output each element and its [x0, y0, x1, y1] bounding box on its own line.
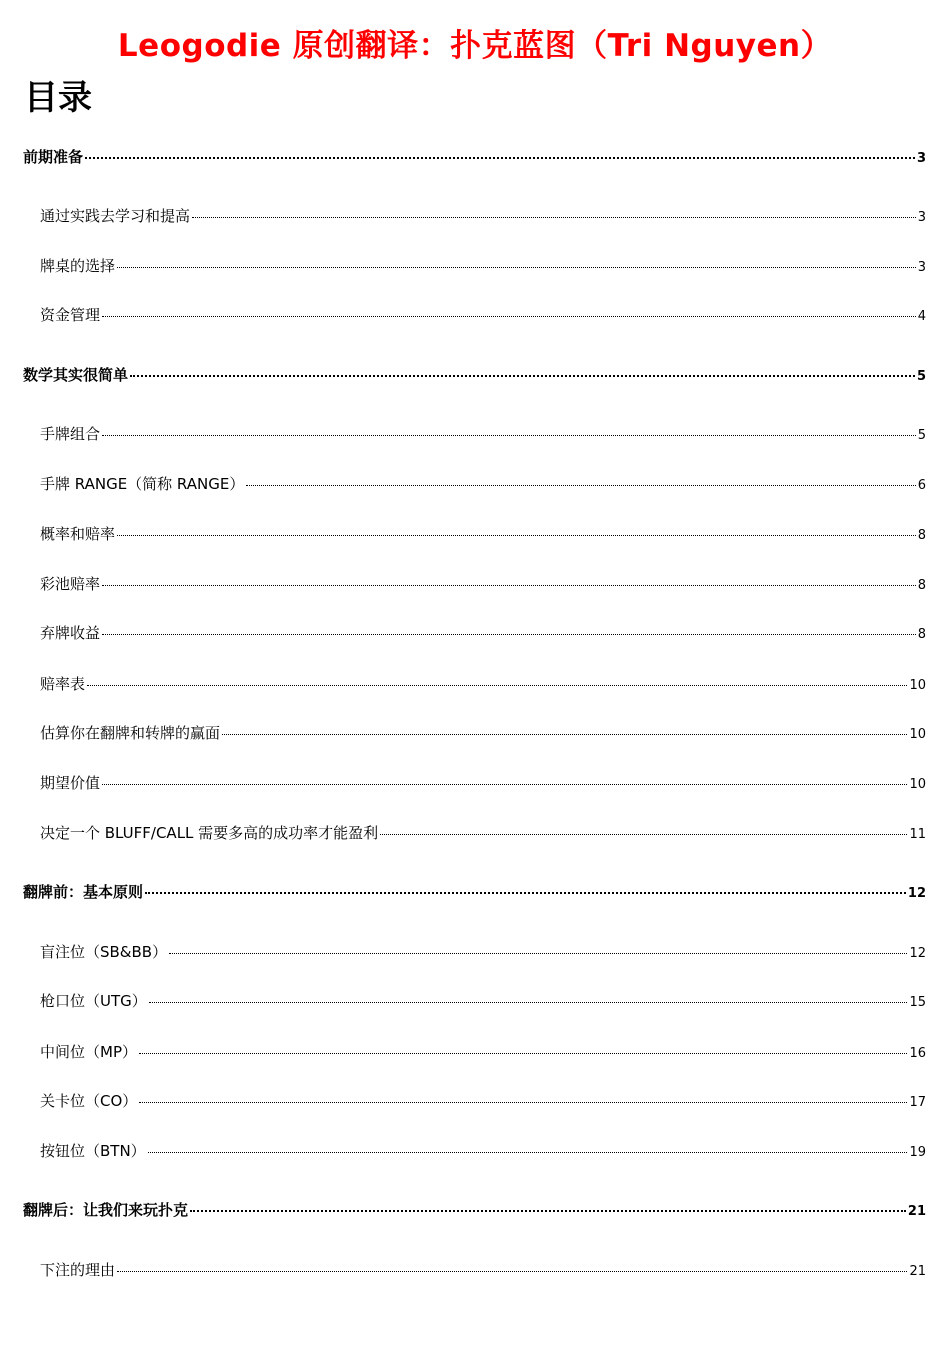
- toc-entry[interactable]: [40, 423, 926, 445]
- toc-entry-page: 4: [917, 309, 926, 324]
- toc-entry-page: 10: [909, 678, 926, 693]
- toc-entry-page: 19: [909, 1145, 926, 1160]
- toc-entry-page: 3: [916, 151, 926, 166]
- dot-leader: [117, 535, 916, 536]
- toc-entry[interactable]: [40, 523, 926, 545]
- toc-entry[interactable]: [40, 1140, 926, 1162]
- toc-entry[interactable]: [40, 622, 926, 644]
- dot-leader: [102, 585, 916, 586]
- dot-leader: [192, 217, 916, 218]
- toc-entry-page: 8: [917, 627, 926, 642]
- toc-entry-page: 10: [909, 777, 926, 792]
- dot-leader: [148, 1152, 908, 1153]
- dot-leader: [117, 1271, 907, 1272]
- toc-entry-label: 资金管理: [40, 306, 101, 324]
- toc-entry-page: 5: [916, 369, 926, 384]
- dot-leader: [380, 834, 907, 835]
- dot-leader: [139, 1102, 907, 1103]
- toc-entry-page: 17: [909, 1095, 926, 1110]
- toc-heading: 目录: [24, 78, 92, 118]
- toc-entry-page: 12: [909, 946, 926, 961]
- toc-entry-page: 11: [909, 827, 926, 842]
- toc-entry-page: 12: [907, 886, 926, 901]
- toc-entry-label: 牌桌的选择: [40, 257, 116, 275]
- dot-leader: [102, 784, 907, 785]
- toc-entry[interactable]: [40, 772, 926, 794]
- toc-entry[interactable]: [40, 573, 926, 595]
- toc-entry-label: 估算你在翻牌和转牌的赢面: [40, 724, 221, 742]
- toc-entry-label: 盲注位（SB&BB）: [40, 943, 168, 961]
- dot-leader: [130, 375, 915, 377]
- dot-leader: [117, 267, 916, 268]
- toc-entry-label: 下注的理由: [40, 1261, 116, 1279]
- toc-entry-page: 21: [907, 1204, 926, 1219]
- toc-entry[interactable]: [40, 473, 926, 495]
- dot-leader: [139, 1053, 907, 1054]
- dot-leader: [87, 685, 907, 686]
- dot-leader: [149, 1002, 908, 1003]
- dot-leader: [246, 485, 915, 486]
- toc-entry[interactable]: [23, 146, 926, 168]
- toc-entry[interactable]: [40, 1090, 926, 1112]
- toc-entry-page: 6: [917, 478, 926, 493]
- toc-entry-label: 彩池赔率: [40, 575, 101, 593]
- toc-entry-label: 中间位（MP）: [40, 1043, 137, 1061]
- toc-entry-label: 手牌组合: [40, 425, 101, 443]
- toc-entry[interactable]: [40, 673, 926, 695]
- toc-entry[interactable]: [40, 941, 926, 963]
- toc-entry-label: 决定一个 BLUFF/CALL 需要多高的成功率才能盈利: [40, 824, 379, 842]
- dot-leader: [169, 953, 907, 954]
- toc-entry-label: 赔率表: [40, 675, 86, 693]
- toc-entry-page: 10: [909, 727, 926, 742]
- toc-entry-label: 枪口位（UTG）: [40, 992, 147, 1010]
- toc-entry[interactable]: [40, 722, 926, 744]
- dot-leader: [85, 157, 915, 159]
- toc-entry[interactable]: [40, 1259, 926, 1281]
- toc-entry-page: 8: [917, 578, 926, 593]
- toc-entry[interactable]: [40, 1041, 926, 1063]
- toc-entry[interactable]: [23, 1199, 926, 1221]
- toc-entry[interactable]: [40, 255, 926, 277]
- toc-entry-page: 3: [917, 210, 926, 225]
- toc-entry-label: 弃牌收益: [40, 624, 101, 642]
- toc-entry[interactable]: [40, 304, 926, 326]
- toc-entry[interactable]: [40, 205, 926, 227]
- toc-entry-label: 翻牌前：基本原则: [23, 883, 144, 901]
- toc-entry-label: 按钮位（BTN）: [40, 1142, 146, 1160]
- toc-entry-label: 数学其实很简单: [23, 366, 129, 384]
- toc-entry-page: 8: [917, 528, 926, 543]
- toc-entry-label: 关卡位（CO）: [40, 1092, 138, 1110]
- dot-leader: [102, 634, 916, 635]
- document-title: Leogodie 原创翻译：扑克蓝图（Tri Nguyen）: [117, 28, 833, 64]
- toc-entry-label: 翻牌后：让我们来玩扑克: [23, 1201, 189, 1219]
- dot-leader: [190, 1210, 906, 1212]
- toc-entry-label: 前期准备: [23, 148, 84, 166]
- toc-entry[interactable]: [23, 364, 926, 386]
- toc-entry-page: 21: [909, 1264, 926, 1279]
- toc-entry-label: 通过实践去学习和提高: [40, 207, 191, 225]
- dot-leader: [222, 734, 907, 735]
- toc-entry[interactable]: [40, 990, 926, 1012]
- toc-entry[interactable]: [23, 881, 926, 903]
- toc-entry-page: 15: [909, 995, 926, 1010]
- dot-leader: [145, 892, 906, 894]
- toc-entry-label: 期望价值: [40, 774, 101, 792]
- toc-entry-label: 概率和赔率: [40, 525, 116, 543]
- dot-leader: [102, 435, 916, 436]
- toc-entry-page: 5: [917, 428, 926, 443]
- toc-entry-page: 16: [909, 1046, 926, 1061]
- toc-entry-label: 手牌 RANGE（简称 RANGE）: [40, 475, 245, 493]
- dot-leader: [102, 316, 916, 317]
- toc-entry-page: 3: [917, 260, 926, 275]
- toc-entry[interactable]: [40, 822, 926, 844]
